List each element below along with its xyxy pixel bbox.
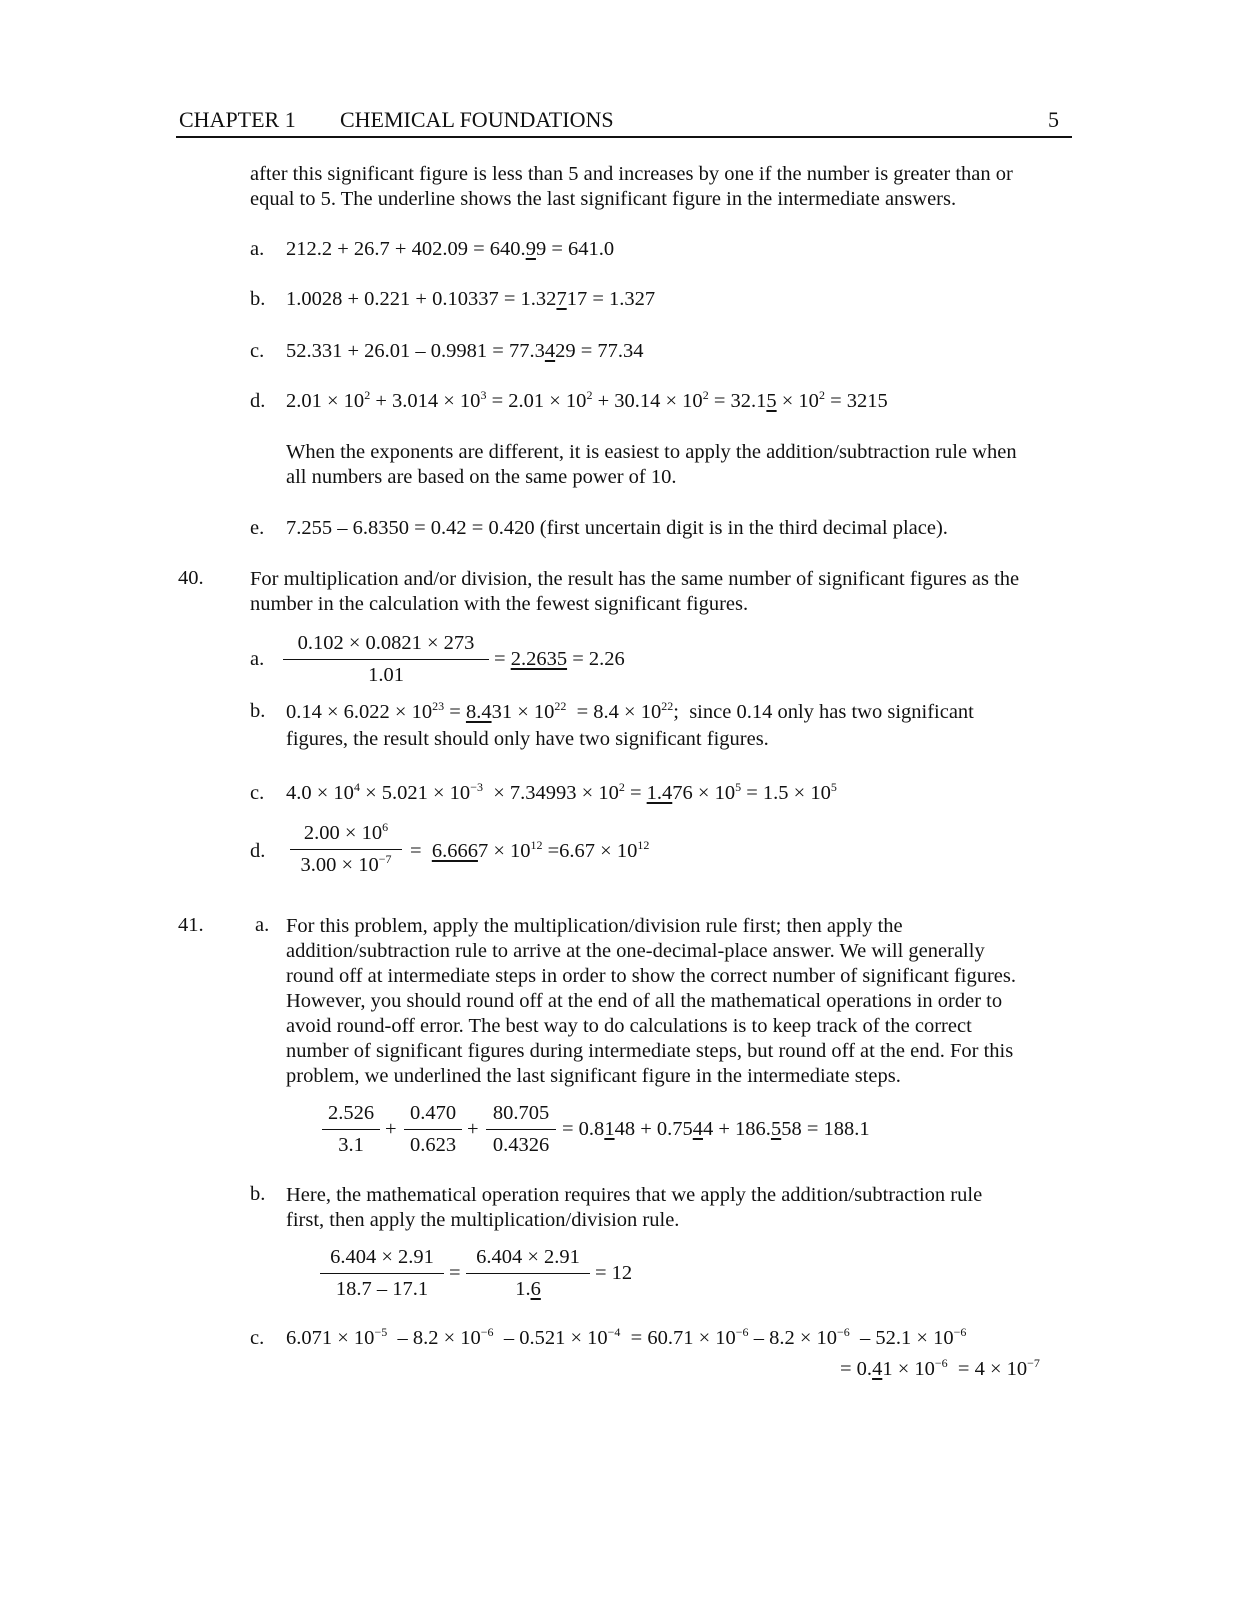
item-d-note-line-2: all numbers are based on the same power of 10. [286,466,677,488]
item-41b-line-2: first, then apply the multiplication/division rule. [286,1209,680,1231]
item-41b-line-1: Here, the mathematical operation requires that we apply the addition/subtraction rule [286,1184,983,1206]
fraction-numerator: 6.404 × 2.91 [320,1246,444,1274]
item-40b-line-1: $0.14 \times 6.022 \times 10^{23} = 8.431 \times 10^{22} = 8.4 \times 10^{22}$; since 0.14 only has two significant [286,699,974,723]
item-41a-line: avoid round-off error. The best way to do calculations is to keep track of the correct [286,1015,972,1037]
fraction-denominator: 0.4326 [492,1134,550,1156]
item-41b-fraction-1 [320,1246,444,1301]
item-c-label: c. [250,340,265,362]
page-number: 5 [1048,107,1059,132]
fraction-denominator: 1.01 [368,664,404,686]
problem-40-line-2: number in the calculation with the fewest significant figures. [250,593,749,615]
item-41a-label: a. [255,914,270,936]
intro-line-1: after this significant figure is less than 5 and increases by one if the number is greater than or [250,163,1013,185]
intro-line-2: equal to 5. The underline shows the last significant figure in the intermediate answers. [250,188,957,210]
chapter-title: CHEMICAL FOUNDATIONS [340,107,614,132]
problem-40-line-1: For multiplication and/or division, the result has the same number of significant figures as the [250,568,1020,590]
item-41a-result: = 0.8148 + 0.7544 + 186.558 = 188.1 [562,1118,870,1140]
item-d-note-line-1: When the exponents are different, it is easiest to apply the addition/subtraction rule when [286,441,1017,463]
item-41b-label: b. [250,1183,266,1205]
plus-sign: + [467,1118,479,1140]
item-d-note [286,440,1070,490]
equals-sign: = [449,1262,461,1284]
item-40d-result: = $6.6667 \times 10^{12} =6.67 \times 10^{12}$ [410,838,650,862]
item-b-equation: 1.0028 + 0.221 + 0.10337 = 1.32717 = 1.327 [286,288,656,310]
item-40b-line-2: figures, the result should only have two significant figures. [286,728,769,750]
item-d-label: d. [250,390,266,412]
item-41a-line: round off at intermediate steps in order to show the correct number of significant figures. [286,965,1017,987]
item-41a-line: problem, we underlined the last significant figure in the intermediate steps. [286,1065,901,1087]
fraction-denominator: 18.7 – 17.1 [335,1278,429,1300]
item-40a-fraction [283,632,489,687]
item-41b-fraction-2 [466,1246,590,1301]
item-41a-line: number of significant figures during intermediate steps, but round off at the end. For this [286,1040,1014,1062]
fraction-numerator: $2.00 \times 10^6$ [290,822,402,850]
item-40c-equation: $4.0 \times 10^4 \times 5.021 \times 10^{-3} \times 7.34993 \times 10^2 = 1.476 \times 10^5 = 1.5 \times 10^5$ [286,780,837,804]
header-rule [176,136,1072,138]
item-d-equation: $2.01 \times 10^2 + 3.014 \times 10^3 = 2.01 \times 10^2 + 30.14 \times 10^2 = 32.15 \times 10^2 = 3215$ [286,388,888,412]
problem-41-number: 41. [178,914,204,936]
plus-sign: + [385,1118,397,1140]
item-41b-result: = 12 [595,1262,633,1284]
item-e-equation: 7.255 – 6.8350 = 0.42 = 0.420 (first uncertain digit is in the third decimal place). [286,517,948,539]
item-40a-result: = 2.2635 = 2.26 [494,648,625,670]
item-40c-label: c. [250,782,265,804]
item-41a-fraction-3 [486,1102,556,1157]
item-41a-line: For this problem, apply the multiplication/division rule first; then apply the [286,915,903,937]
item-40d-label: d. [250,840,266,862]
item-40a-label: a. [250,648,265,670]
item-41c-equation-line-2: = $0.41 \times 10^{-6} = 4 \times 10^{-7}$ [840,1356,1040,1380]
fraction-denominator: 1.6 [515,1278,541,1300]
fraction-numerator: 0.102 × 0.0821 × 273 [283,632,489,660]
item-b-label: b. [250,288,266,310]
item-41a-line: addition/subtraction rule to arrive at the one-decimal-place answer. We will generally [286,940,985,962]
intro-paragraph [250,162,1070,212]
item-40d-fraction [290,822,402,877]
item-41c-equation-line-1: $6.071 \times 10^{-5} - 8.2 \times 10^{-6} - 0.521 \times 10^{-4} = 60.71 \times 10^{-6} - 8.2 \times 10^{-6} - 52.1 \times 10^{-6}$ [286,1325,967,1349]
fraction-numerator: 80.705 [486,1102,556,1130]
item-41a-fraction-2 [404,1102,462,1157]
problem-40-number: 40. [178,567,204,589]
item-a-label: a. [250,238,265,260]
item-e-label: e. [250,517,265,539]
item-41c-label: c. [250,1327,265,1349]
fraction-denominator: $3.00 \times 10^{-7}$ [300,852,392,876]
fraction-numerator: 2.526 [322,1102,380,1130]
fraction-numerator: 6.404 × 2.91 [466,1246,590,1274]
chapter-label: CHAPTER 1 [179,107,296,132]
item-41a-fraction-1 [322,1102,380,1157]
fraction-numerator: 0.470 [404,1102,462,1130]
item-40b-label: b. [250,700,266,722]
fraction-denominator: 3.1 [338,1134,364,1156]
item-41a-line: However, you should round off at the end of all the mathematical operations in order to [286,990,1003,1012]
problem-40-text [250,567,1070,617]
item-41b-text [286,1183,1070,1233]
item-41a-text [286,914,1070,1089]
item-c-equation: 52.331 + 26.01 – 0.9981 = 77.3429 = 77.34 [286,340,644,362]
fraction-denominator: 0.623 [409,1134,457,1156]
item-40b-text [286,700,1070,752]
item-a-equation: 212.2 + 26.7 + 402.09 = 640.99 = 641.0 [286,238,615,260]
